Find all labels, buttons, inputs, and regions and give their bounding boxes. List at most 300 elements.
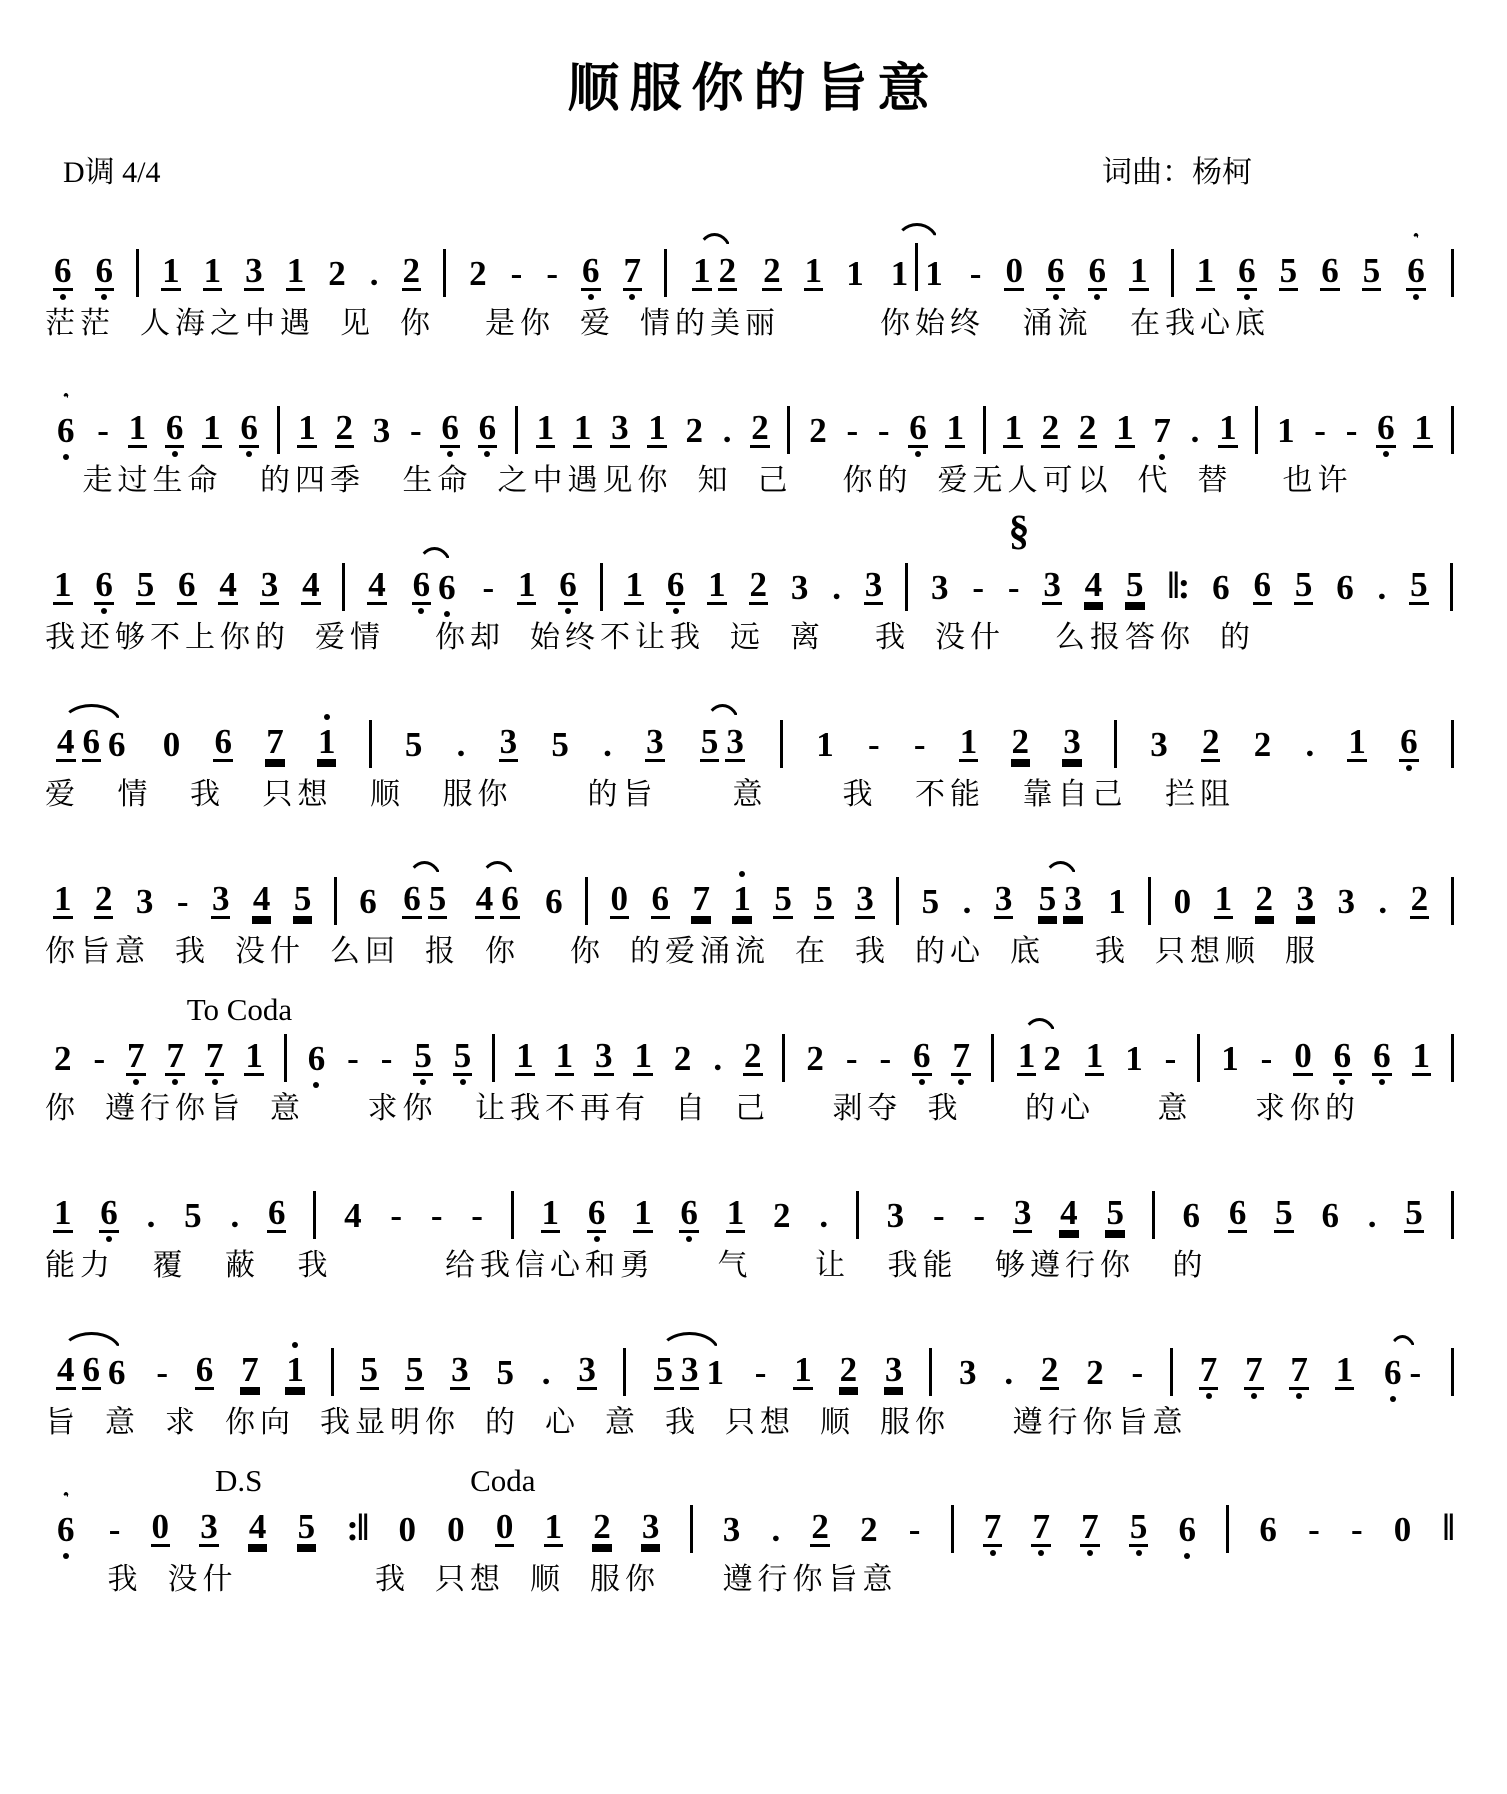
dash-token: - bbox=[1409, 1353, 1422, 1392]
note-token: 5 bbox=[655, 1350, 673, 1389]
music-system bbox=[45, 508, 1462, 654]
barline bbox=[331, 1348, 334, 1396]
dash-token: - bbox=[1345, 411, 1358, 450]
dash-token: - bbox=[1164, 1039, 1177, 1078]
note-token: 3 bbox=[1337, 882, 1355, 921]
notes-row bbox=[45, 877, 1462, 935]
coda-marker: Coda bbox=[470, 1463, 536, 1498]
note-token: 3 bbox=[595, 1036, 613, 1075]
note-token: 2 bbox=[806, 1039, 824, 1078]
note-token: 3 bbox=[135, 882, 154, 921]
music-system bbox=[45, 1304, 1462, 1439]
music-system bbox=[45, 833, 1462, 968]
note-token: 3 bbox=[886, 1196, 905, 1235]
notes-row bbox=[45, 1034, 1462, 1092]
note-token: 6 bbox=[1178, 1510, 1197, 1549]
note-token: 6 bbox=[214, 722, 232, 761]
note-token: 2 bbox=[1041, 408, 1060, 447]
note-token: 1 bbox=[536, 408, 555, 447]
barline bbox=[690, 1505, 693, 1553]
dot-token: . bbox=[962, 882, 972, 921]
slur-group bbox=[887, 243, 947, 291]
note-token: 5 bbox=[1129, 1507, 1148, 1546]
note-token: 7 bbox=[1290, 1350, 1308, 1389]
barline bbox=[136, 249, 139, 297]
barline bbox=[915, 243, 918, 291]
note-token: 1 bbox=[726, 1193, 745, 1232]
note-token: 3 bbox=[578, 1350, 596, 1389]
note-token: 2 bbox=[809, 411, 827, 450]
dot-token: . bbox=[146, 1196, 156, 1235]
dot-token: . bbox=[771, 1510, 781, 1549]
note-token: 3 bbox=[211, 879, 230, 918]
note-token: 5 bbox=[551, 725, 569, 764]
note-token: 6 bbox=[582, 251, 600, 290]
barline bbox=[1451, 877, 1454, 925]
note-token: 6 bbox=[95, 565, 113, 604]
note-token: 1 bbox=[634, 1193, 652, 1232]
note-token: 2 bbox=[685, 411, 704, 450]
note-token: 0 bbox=[151, 1507, 170, 1546]
barline bbox=[951, 1505, 954, 1553]
note-token: 3 bbox=[646, 722, 664, 761]
note-token: 1 bbox=[1004, 408, 1022, 447]
note-token: 3 bbox=[790, 568, 809, 607]
note-token: 5 bbox=[496, 1353, 514, 1392]
music-system bbox=[45, 990, 1462, 1125]
ds-marker: D.S bbox=[215, 1463, 263, 1498]
song-title: 顺服你的旨意 bbox=[567, 61, 940, 118]
note-token: 6 bbox=[680, 1193, 698, 1232]
note-token: 3 bbox=[245, 251, 263, 290]
note-token: 3 bbox=[1064, 879, 1082, 918]
lyrics-line: 你 遵行你旨 意 求你 让我不再有 自 己 剥夺 我 的心 意 求你的 bbox=[45, 1092, 1360, 1125]
dash-token: - bbox=[380, 1039, 393, 1078]
dot-token: . bbox=[1378, 882, 1388, 921]
note-token: 2 bbox=[328, 254, 346, 293]
lyrics-line: 茫茫 人海之中遇 见 你 是你 爱 情的美丽 你始终 涌流 在我心底 bbox=[45, 307, 1270, 340]
note-token: 1 bbox=[693, 251, 711, 290]
music-system bbox=[45, 199, 1462, 340]
note-token: 3 bbox=[864, 565, 883, 604]
note-token: 5 bbox=[1275, 1193, 1293, 1232]
note-token: 6 bbox=[1212, 568, 1230, 607]
notes-row bbox=[45, 1505, 1462, 1563]
note-token: 3 bbox=[1150, 725, 1168, 764]
dash-token: - bbox=[1260, 1039, 1273, 1078]
note-token: 5 bbox=[1126, 565, 1144, 604]
note-token: 1 bbox=[54, 565, 72, 604]
note-token: 1 bbox=[1196, 251, 1215, 290]
note-token: 1 bbox=[959, 722, 978, 761]
dot-token: . bbox=[1190, 411, 1200, 450]
note-token: 6 bbox=[1407, 251, 1425, 290]
note-token: 6 bbox=[1259, 1510, 1277, 1549]
note-token: 5 bbox=[921, 882, 940, 921]
note-token: 3 bbox=[1063, 722, 1081, 761]
dash-token: - bbox=[879, 1039, 892, 1078]
note-token: 1 bbox=[203, 408, 221, 447]
note-token: 5 bbox=[1405, 1193, 1423, 1232]
note-token: 4 bbox=[219, 565, 237, 604]
note-token: 2 bbox=[860, 1510, 878, 1549]
note-token: 5 bbox=[1294, 565, 1313, 604]
lyrics-line: 走过生命 的四季 生命 之中遇见你 知 己 你的 爱无人可以 代 替 也许 bbox=[45, 464, 1353, 497]
note-token: 3 bbox=[499, 722, 518, 761]
note-token: 7 bbox=[1032, 1507, 1050, 1546]
note-token: 1 bbox=[634, 1036, 652, 1075]
note-token: 2 bbox=[744, 1036, 762, 1075]
note-token: 5 bbox=[428, 879, 447, 918]
slur-group bbox=[1035, 881, 1086, 919]
note-token: 2 bbox=[839, 1350, 858, 1389]
note-token: 6 bbox=[57, 1510, 75, 1549]
barline bbox=[277, 406, 280, 454]
note-token: 7 bbox=[166, 1036, 184, 1075]
note-token: 4 bbox=[1060, 1193, 1078, 1232]
note-token: 5 bbox=[297, 1507, 316, 1546]
notation-area bbox=[45, 199, 1462, 1596]
slur-group bbox=[409, 567, 460, 605]
dot-token: . bbox=[819, 1196, 829, 1235]
note-token: 7 bbox=[623, 251, 642, 290]
note-token: 4 bbox=[57, 722, 75, 761]
dash-token: - bbox=[972, 568, 984, 607]
note-token: 6 bbox=[267, 1193, 286, 1232]
note-token: 2 bbox=[673, 1039, 692, 1078]
dash-token: - bbox=[932, 1196, 945, 1235]
note-token: 2 bbox=[763, 251, 781, 290]
note-token: 6 bbox=[1088, 251, 1106, 290]
dash-token: - bbox=[913, 725, 926, 764]
note-token: 3 bbox=[722, 1510, 741, 1549]
dot-token: . bbox=[1004, 1353, 1014, 1392]
barline bbox=[1170, 1348, 1173, 1396]
dash-token: - bbox=[969, 254, 982, 293]
note-token: 3 bbox=[641, 1507, 660, 1546]
note-token: 0 bbox=[495, 1507, 514, 1546]
note-token: 1 bbox=[1414, 408, 1432, 447]
note-token: 3 bbox=[200, 1507, 218, 1546]
note-token: 5 bbox=[1106, 1193, 1124, 1232]
note-token: 7 bbox=[983, 1507, 1002, 1546]
notes-row bbox=[45, 406, 1462, 464]
note-token: 3 bbox=[611, 408, 629, 447]
dot-token: . bbox=[1377, 568, 1387, 607]
repeat-end-sign: :‖ bbox=[346, 1507, 368, 1549]
dash-token: - bbox=[430, 1196, 443, 1235]
note-token: 6 bbox=[165, 408, 184, 447]
note-token: 3 bbox=[1013, 1193, 1032, 1232]
note-token: 5 bbox=[184, 1196, 202, 1235]
note-token: 2 bbox=[1201, 722, 1220, 761]
note-token: 3 bbox=[260, 565, 279, 604]
dash-token: - bbox=[390, 1196, 403, 1235]
note-token: 6 bbox=[307, 1039, 326, 1078]
slur-group bbox=[53, 1512, 79, 1547]
dash-token: - bbox=[347, 1039, 359, 1078]
dash-token: - bbox=[471, 1196, 483, 1235]
note-token: 6 bbox=[403, 879, 421, 918]
dot-token: . bbox=[713, 1039, 723, 1078]
note-token: 1 bbox=[733, 879, 751, 918]
note-token: 4 bbox=[252, 879, 271, 918]
note-token: 1 bbox=[1108, 882, 1126, 921]
note-token: 2 bbox=[94, 879, 113, 918]
barline bbox=[787, 406, 790, 454]
lyrics-line: 你旨意 我 没什 么回 报 你 你 的爱涌流 在 我 的心 底 我 只想顺 服 bbox=[45, 935, 1320, 968]
note-token: 0 bbox=[1005, 251, 1023, 290]
note-token: 2 bbox=[54, 1039, 72, 1078]
dash-token: - bbox=[97, 411, 109, 450]
barline bbox=[780, 720, 783, 768]
note-token: 2 bbox=[1086, 1353, 1104, 1392]
note-token: 4 bbox=[475, 879, 494, 918]
note-token: 1 bbox=[203, 251, 222, 290]
note-token: 4 bbox=[302, 565, 320, 604]
note-token: 3 bbox=[372, 411, 391, 450]
note-token: 2 bbox=[1011, 722, 1030, 761]
key-signature: D调 4/4 bbox=[63, 156, 161, 189]
note-token: 1 bbox=[890, 254, 909, 293]
dash-token: - bbox=[546, 254, 558, 293]
note-token: 0 bbox=[1393, 1510, 1412, 1549]
dot-token: . bbox=[603, 725, 612, 764]
dash-token: - bbox=[156, 1353, 168, 1392]
dot-token: . bbox=[722, 411, 732, 450]
final-barline: ‖ bbox=[1442, 1507, 1453, 1549]
note-token: 1 bbox=[544, 1507, 563, 1546]
note-token: 1 bbox=[846, 254, 864, 293]
barline bbox=[983, 406, 986, 454]
notes-row bbox=[45, 243, 1462, 307]
note-token: 6 bbox=[1046, 251, 1065, 290]
note-token: 6 bbox=[1333, 1036, 1352, 1075]
note-token: 5 bbox=[136, 565, 155, 604]
note-token: 5 bbox=[1038, 879, 1057, 918]
note-token: 7 bbox=[127, 1036, 145, 1075]
note-token: 4 bbox=[1084, 565, 1103, 604]
note-token: 3 bbox=[451, 1350, 469, 1389]
note-token: 1 bbox=[1085, 1036, 1104, 1075]
barline bbox=[929, 1348, 932, 1396]
note-token: 4 bbox=[57, 1350, 75, 1389]
note-token: 6 bbox=[412, 565, 431, 604]
note-token: 5 bbox=[815, 879, 833, 918]
note-token: 6 bbox=[441, 408, 459, 447]
barline bbox=[664, 249, 667, 297]
notes-row bbox=[45, 1348, 1462, 1406]
note-token: 6 bbox=[1321, 1196, 1339, 1235]
dash-token: - bbox=[482, 568, 495, 607]
note-token: 1 bbox=[1335, 1350, 1354, 1389]
note-token: 6 bbox=[545, 882, 563, 921]
barline bbox=[896, 877, 899, 925]
note-token: 7 bbox=[952, 1036, 970, 1075]
note-token: 7 bbox=[1199, 1350, 1218, 1389]
lyrics-line: 我 没什 我 只想 顺 服你 遵行你旨意 bbox=[45, 1563, 898, 1596]
slur-group bbox=[1380, 1355, 1425, 1390]
note-token: 1 bbox=[54, 1193, 72, 1232]
dash-token: - bbox=[846, 411, 859, 450]
barline bbox=[856, 1191, 859, 1239]
note-token: 4 bbox=[368, 565, 386, 604]
dot-token: . bbox=[1305, 725, 1315, 764]
note-token: 1 bbox=[925, 254, 943, 293]
note-token: 5 bbox=[405, 1350, 424, 1389]
note-token: 2 bbox=[1078, 408, 1097, 447]
note-token: 1 bbox=[1017, 1036, 1036, 1075]
barline bbox=[905, 563, 908, 611]
note-token: 7 bbox=[1081, 1507, 1099, 1546]
dash-token: - bbox=[510, 254, 523, 293]
note-token: 6 bbox=[913, 1036, 931, 1075]
note-token: 6 bbox=[1373, 1036, 1391, 1075]
note-token: 6 bbox=[95, 251, 114, 290]
note-token: 2 bbox=[749, 565, 767, 604]
barline bbox=[1114, 720, 1117, 768]
note-token: 1 bbox=[794, 1350, 812, 1389]
note-token: 5 bbox=[360, 1350, 379, 1389]
note-token: 2 bbox=[1410, 879, 1429, 918]
note-token: 1 bbox=[816, 725, 834, 764]
slur-group bbox=[472, 881, 523, 919]
note-token: 2 bbox=[773, 1196, 791, 1235]
note-token: 7 bbox=[205, 1036, 224, 1075]
note-token: 6 bbox=[651, 879, 669, 918]
lyrics-line: 爱 情 我 只想 顺 服你 的旨 意 我 不能 靠自己 拦阻 bbox=[45, 778, 1235, 811]
note-token: 1 bbox=[1125, 1039, 1143, 1078]
note-token: 0 bbox=[447, 1510, 465, 1549]
note-token: 6 bbox=[559, 565, 577, 604]
barline bbox=[443, 249, 446, 297]
note-token: 1 bbox=[516, 1036, 534, 1075]
note-token: 1 bbox=[706, 1353, 724, 1392]
note-token: 5 bbox=[404, 725, 423, 764]
note-token: 6 bbox=[438, 568, 456, 607]
note-token: 1 bbox=[541, 1193, 560, 1232]
barline bbox=[334, 877, 337, 925]
note-token: 6 bbox=[1253, 565, 1272, 604]
note-token: 1 bbox=[555, 1036, 574, 1075]
note-token: 3 bbox=[1296, 879, 1314, 918]
dot-token: . bbox=[230, 1196, 240, 1235]
note-token: 5 bbox=[1362, 251, 1381, 290]
note-token: 1 bbox=[1214, 879, 1233, 918]
note-token: 0 bbox=[398, 1510, 416, 1549]
note-token: 6 bbox=[108, 1353, 126, 1392]
barline bbox=[1451, 720, 1454, 768]
note-token: 6 bbox=[666, 565, 685, 604]
note-token: 7 bbox=[1245, 1350, 1263, 1389]
barline bbox=[1152, 1191, 1155, 1239]
note-token: 6 bbox=[240, 408, 258, 447]
barline bbox=[1451, 249, 1454, 297]
dash-token: - bbox=[1308, 1510, 1320, 1549]
note-token: 1 bbox=[286, 251, 305, 290]
note-token: 1 bbox=[625, 565, 643, 604]
note-token: 0 bbox=[610, 879, 629, 918]
meta-row bbox=[45, 147, 1462, 191]
note-token: 1 bbox=[946, 408, 964, 447]
note-token: 2 bbox=[593, 1507, 611, 1546]
note-token: 1 bbox=[517, 565, 536, 604]
slur-group bbox=[53, 724, 130, 762]
dash-token: - bbox=[908, 1510, 921, 1549]
dash-token: - bbox=[93, 1039, 106, 1078]
lyrics-line: 能力 覆 蔽 我 给我信心和勇 气 让 我能 够遵行你 的 bbox=[45, 1249, 1208, 1282]
music-system bbox=[45, 1147, 1462, 1282]
slur-group bbox=[697, 724, 748, 762]
dot-token: . bbox=[541, 1353, 551, 1392]
barline bbox=[991, 1034, 994, 1082]
dot-token: . bbox=[832, 568, 841, 607]
note-token: 6 bbox=[1377, 408, 1395, 447]
barline bbox=[623, 1348, 626, 1396]
composer-credit: 词曲：杨柯 bbox=[1102, 156, 1252, 189]
barline bbox=[1451, 1348, 1454, 1396]
segno-marker: § bbox=[1008, 508, 1030, 554]
barline bbox=[492, 1034, 495, 1082]
barline bbox=[1171, 249, 1174, 297]
barline bbox=[1255, 406, 1258, 454]
dash-token: - bbox=[1350, 1510, 1363, 1549]
barline bbox=[284, 1034, 287, 1082]
dash-token: - bbox=[1314, 411, 1326, 450]
repeat-begin-sign: ‖: bbox=[1167, 565, 1189, 607]
dash-token: - bbox=[410, 411, 422, 450]
note-token: 1 bbox=[245, 1036, 263, 1075]
note-token: 5 bbox=[453, 1036, 472, 1075]
barline bbox=[1451, 406, 1454, 454]
note-token: 2 bbox=[1043, 1039, 1061, 1078]
note-token: 1 bbox=[128, 408, 147, 447]
note-token: 1 bbox=[1348, 722, 1366, 761]
note-token: 6 bbox=[100, 1193, 118, 1232]
dash-token: - bbox=[1007, 568, 1020, 607]
note-token: 1 bbox=[573, 408, 592, 447]
note-token: 4 bbox=[344, 1196, 362, 1235]
music-system bbox=[45, 676, 1462, 811]
note-token: 4 bbox=[248, 1507, 267, 1546]
barline bbox=[1197, 1034, 1200, 1082]
barline bbox=[1226, 1505, 1229, 1553]
dash-token: - bbox=[877, 411, 890, 450]
note-token: 1 bbox=[1412, 1036, 1431, 1075]
note-token: 1 bbox=[804, 251, 823, 290]
barline bbox=[782, 1034, 785, 1082]
note-token: 3 bbox=[884, 1350, 903, 1389]
note-token: 3 bbox=[994, 879, 1013, 918]
barline bbox=[511, 1191, 514, 1239]
note-token: 6 bbox=[1238, 251, 1256, 290]
note-token: 3 bbox=[1043, 565, 1061, 604]
note-token: 2 bbox=[718, 251, 737, 290]
barline bbox=[1451, 1034, 1454, 1082]
note-token: 1 bbox=[1130, 251, 1148, 290]
note-token: 1 bbox=[298, 408, 316, 447]
note-token: 6 bbox=[587, 1193, 606, 1232]
note-token: 2 bbox=[402, 251, 421, 290]
note-token: 1 bbox=[708, 565, 726, 604]
note-token: 5 bbox=[1279, 251, 1298, 290]
note-token: 7 bbox=[266, 722, 284, 761]
note-token: 6 bbox=[178, 565, 196, 604]
dash-token: - bbox=[845, 1039, 858, 1078]
music-system bbox=[45, 1461, 1462, 1596]
note-token: 5 bbox=[1410, 565, 1428, 604]
note-token: 1 bbox=[54, 879, 72, 918]
